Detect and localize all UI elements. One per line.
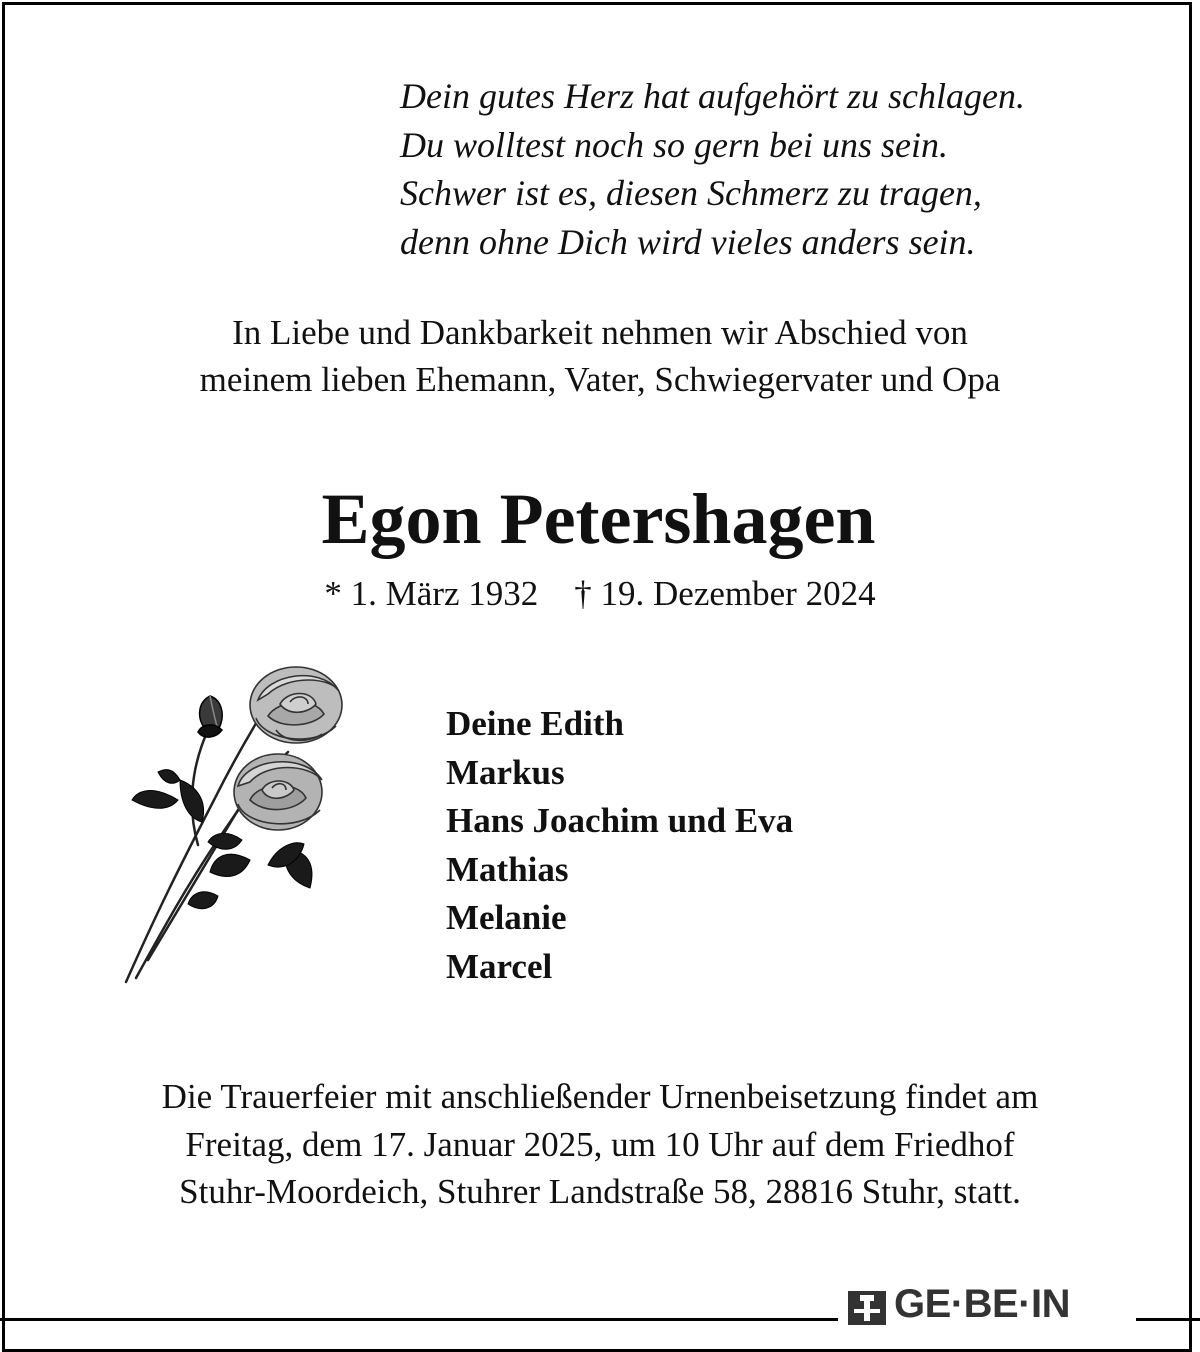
bottom-rule: [0, 1318, 838, 1321]
deceased-name: Egon Petershagen: [321, 479, 876, 559]
family-member: Hans Joachim und Eva: [446, 801, 794, 840]
family-member: Markus: [446, 752, 565, 792]
birth-date: * 1. März 1932: [324, 574, 539, 613]
family-list: [446, 700, 793, 991]
ceremony-line: Stuhr-Moordeich, Stuhrer Landstraße 58, 28816 Stuhr, statt.: [179, 1172, 1021, 1211]
publisher-logo: [846, 1278, 1070, 1325]
gebein-logo-mark-icon: [846, 1285, 888, 1325]
rose-icon: [118, 660, 358, 1000]
poem-line: Du wolltest noch so gern bei uns sein.: [400, 124, 948, 165]
logo-text: GE·BE·IN: [894, 1282, 1070, 1326]
intro-line: In Liebe und Dankbarkeit nehmen wir Abschied von: [232, 313, 968, 352]
poem-line: denn ohne Dich wird vieles anders sein.: [400, 221, 976, 262]
ceremony-info: [0, 1073, 1200, 1216]
death-date: † 19. Dezember 2024: [574, 574, 876, 613]
poem-line: Schwer ist es, diesen Schmerz zu tragen,: [400, 173, 982, 213]
family-member: Deine Edith: [446, 704, 624, 743]
farewell-intro: [0, 309, 1200, 403]
poem-line: Dein gutes Herz hat aufgehört zu schlagen.: [400, 76, 1025, 116]
bottom-rule: [1136, 1318, 1200, 1321]
family-member: Melanie: [446, 898, 567, 937]
family-member: Mathias: [446, 849, 569, 889]
ceremony-line: Die Trauerfeier mit anschließender Urnenbeisetzung findet am: [161, 1077, 1039, 1116]
family-member: Marcel: [446, 946, 553, 986]
intro-line: meinem lieben Ehemann, Vater, Schwiegervater und Opa: [199, 360, 1001, 399]
poem: [400, 72, 1025, 266]
ceremony-line: Freitag, dem 17. Januar 2025, um 10 Uhr auf dem Friedhof: [185, 1124, 1015, 1164]
life-dates: [0, 572, 1200, 616]
